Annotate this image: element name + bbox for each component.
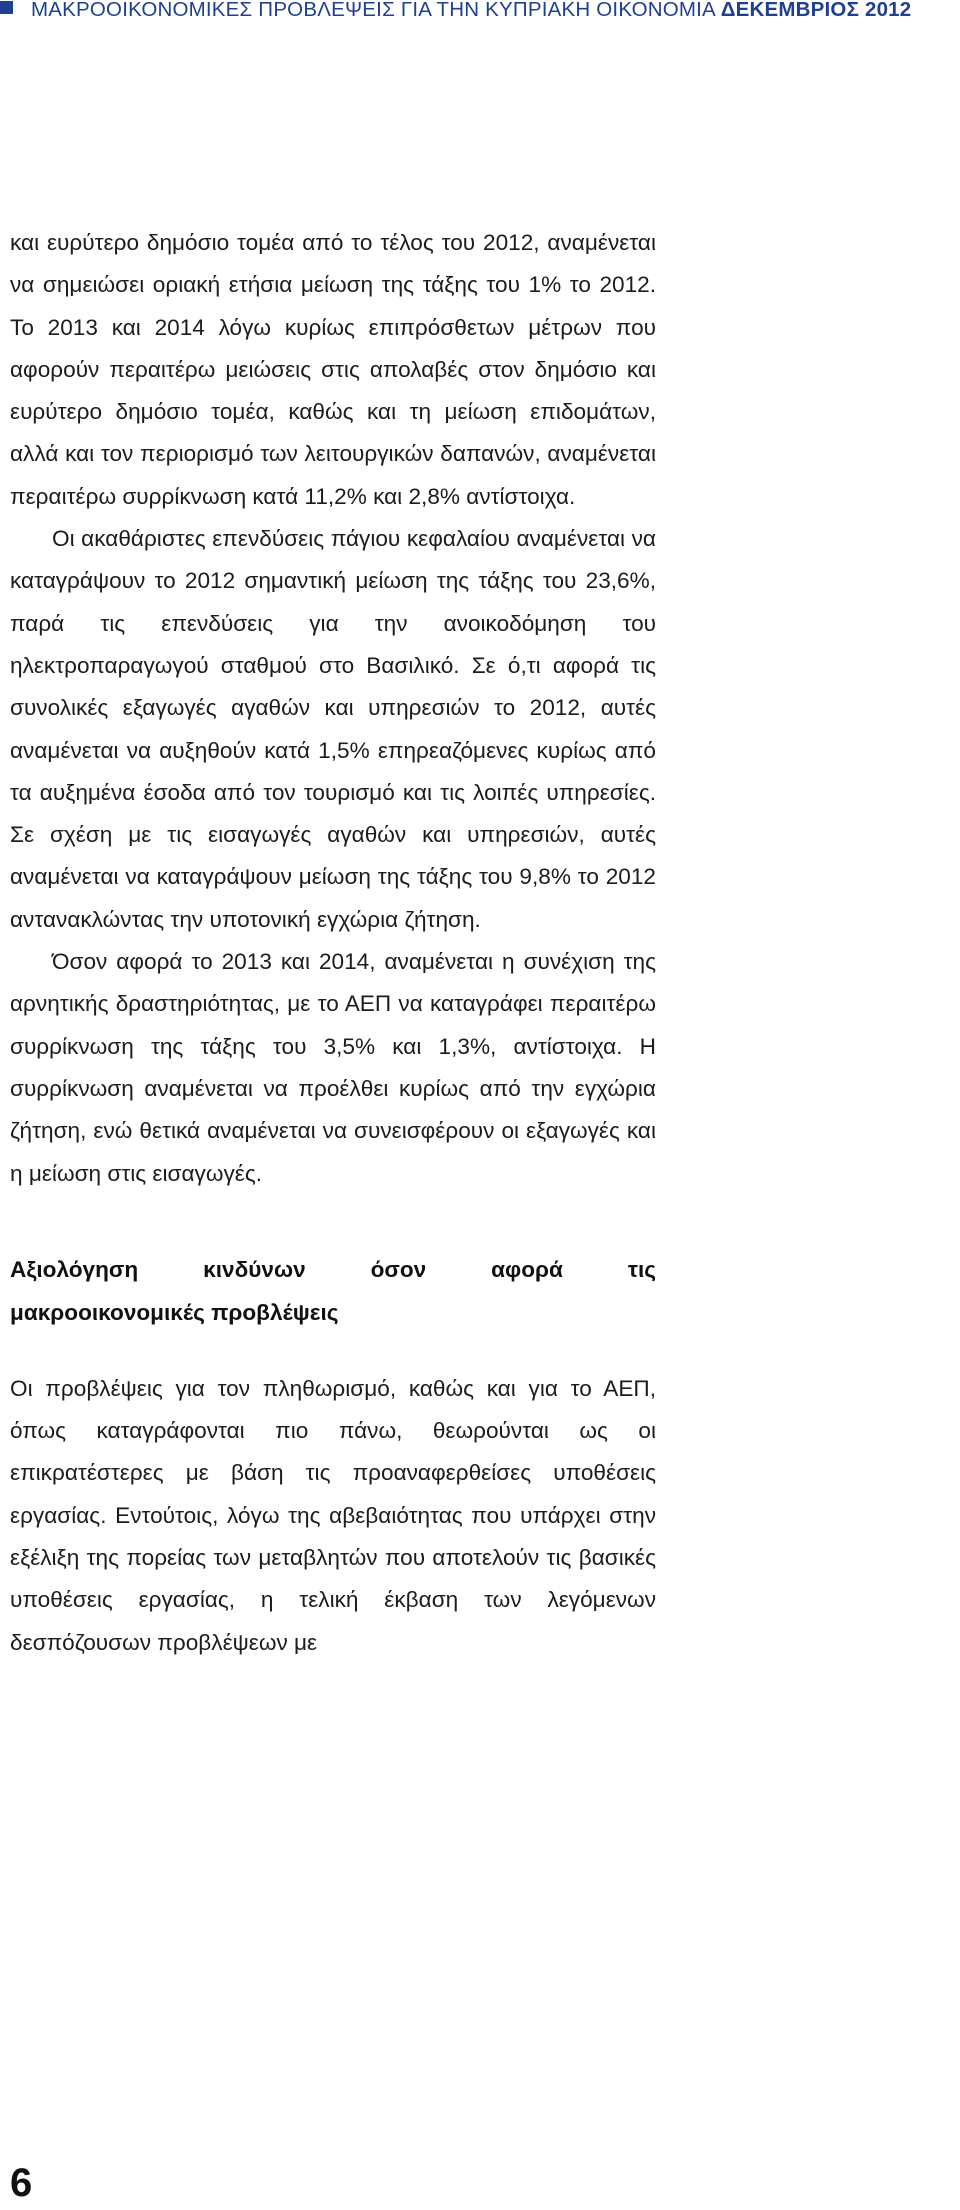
heading-word: όσον (370, 1256, 427, 1282)
heading-word: κινδύνων (203, 1256, 306, 1282)
section-heading-line-1 (10, 1248, 656, 1291)
heading-word: Αξιολόγηση (10, 1256, 139, 1282)
paragraph-public-consumption: και ευρύτερο δημόσιο τομέα από το τέλος του 2012, αναμένεται να σημειώσει οριακή ετήσια μείωση της τάξης του 1% το 2012. Το 2013 και 2014 λόγω κυρίως επιπρόσθετων μέτρων που αφορούν περαιτέρω μειώσεις στις απολαβές στον δημόσιο και ευρύτερο δημόσιο τομέα, καθώς και τη μείωση επιδομάτων, αλλά και τον περιορισμό των λειτουργικών δαπανών, αναμένεται περαιτέρω συρρίκνωση κατά 11,2% και 2,8% αντίστοιχα. (10, 230, 656, 509)
header-square-marker (0, 1, 13, 14)
heading-word: αφορά (491, 1256, 563, 1282)
header-title-regular: ΜΑΚΡΟΟΙΚΟΝΟΜΙΚΕΣ ΠΡΟΒΛΕΨΕΙΣ ΓΙΑ ΤΗΝ ΚΥΠΡΙΑΚΗ ΟΙΚΟΝΟΜΙΑ (31, 0, 715, 21)
header-title (31, 0, 911, 22)
section-heading-risk-assessment (10, 1248, 656, 1334)
paragraph-gdp-outlook: Όσον αφορά το 2013 και 2014, αναμένεται η συνέχιση της αρνητικής δραστηριότητας, με το ΑΕΠ να καταγράφει περαιτέρω συρρίκνωση της τάξης του 3,5% και 1,3%, αντίστοιχα. Η συρρίκνωση αναμένεται να προέλθει κυρίως από την εγχώρια ζήτηση, ενώ θετικά αναμένεται να συνεισφέρουν οι εξαγωγές και η μείωση στις εισαγωγές. (10, 949, 656, 1186)
paragraph-investment-trade: Οι ακαθάριστες επενδύσεις πάγιου κεφαλαίου αναμένεται να καταγράψουν το 2012 σημαντική μείωση της τάξης του 23,6%, παρά τις επενδύσεις για την ανοικοδόμηση του ηλεκτροπαραγωγού σταθμού στο Βασιλικό. Σε ό,τι αφορά τις συνολικές εξαγωγές αγαθών και υπηρεσιών το 2012, αυτές αναμένεται να αυξηθούν κατά 1,5% επηρεαζόμενες κυρίως από τα αυξημένα έσοδα από τον τουρισμό και τις λοιπές υπηρεσίες. Σε σχέση με τις εισαγωγές αγαθών και υπηρεσιών, αυτές αναμένεται να καταγράψουν μείωση της τάξης του 9,8% το 2012 αντανακλώντας την υποτονική εγχώρια ζήτηση. (10, 526, 656, 932)
section-heading-line-2: μακροοικονομικές προβλέψεις (10, 1299, 339, 1325)
running-header (0, 0, 960, 24)
document-body (10, 222, 656, 1664)
heading-word: τις (627, 1256, 656, 1282)
header-title-date: ΔΕΚΕΜΒΡΙΟΣ 2012 (720, 0, 912, 21)
paragraph-forecast-risks: Οι προβλέψεις για τον πληθωρισμό, καθώς και για το ΑΕΠ, όπως καταγράφονται πιο πάνω, θεωρούνται ως οι επικρατέστερες με βάση τις προαναφερθείσες υποθέσεις εργασίας. Εντούτοις, λόγω της αβεβαιότητας που υπάρχει στην εξέλιξη της πορείας των μεταβλητών που αποτελούν τις βασικές υποθέσεις εργασίας, η τελική έκβαση των λεγόμενων δεσπόζουσων προβλέψεων με (10, 1375, 656, 1655)
page-number: 6 (10, 2161, 33, 2205)
